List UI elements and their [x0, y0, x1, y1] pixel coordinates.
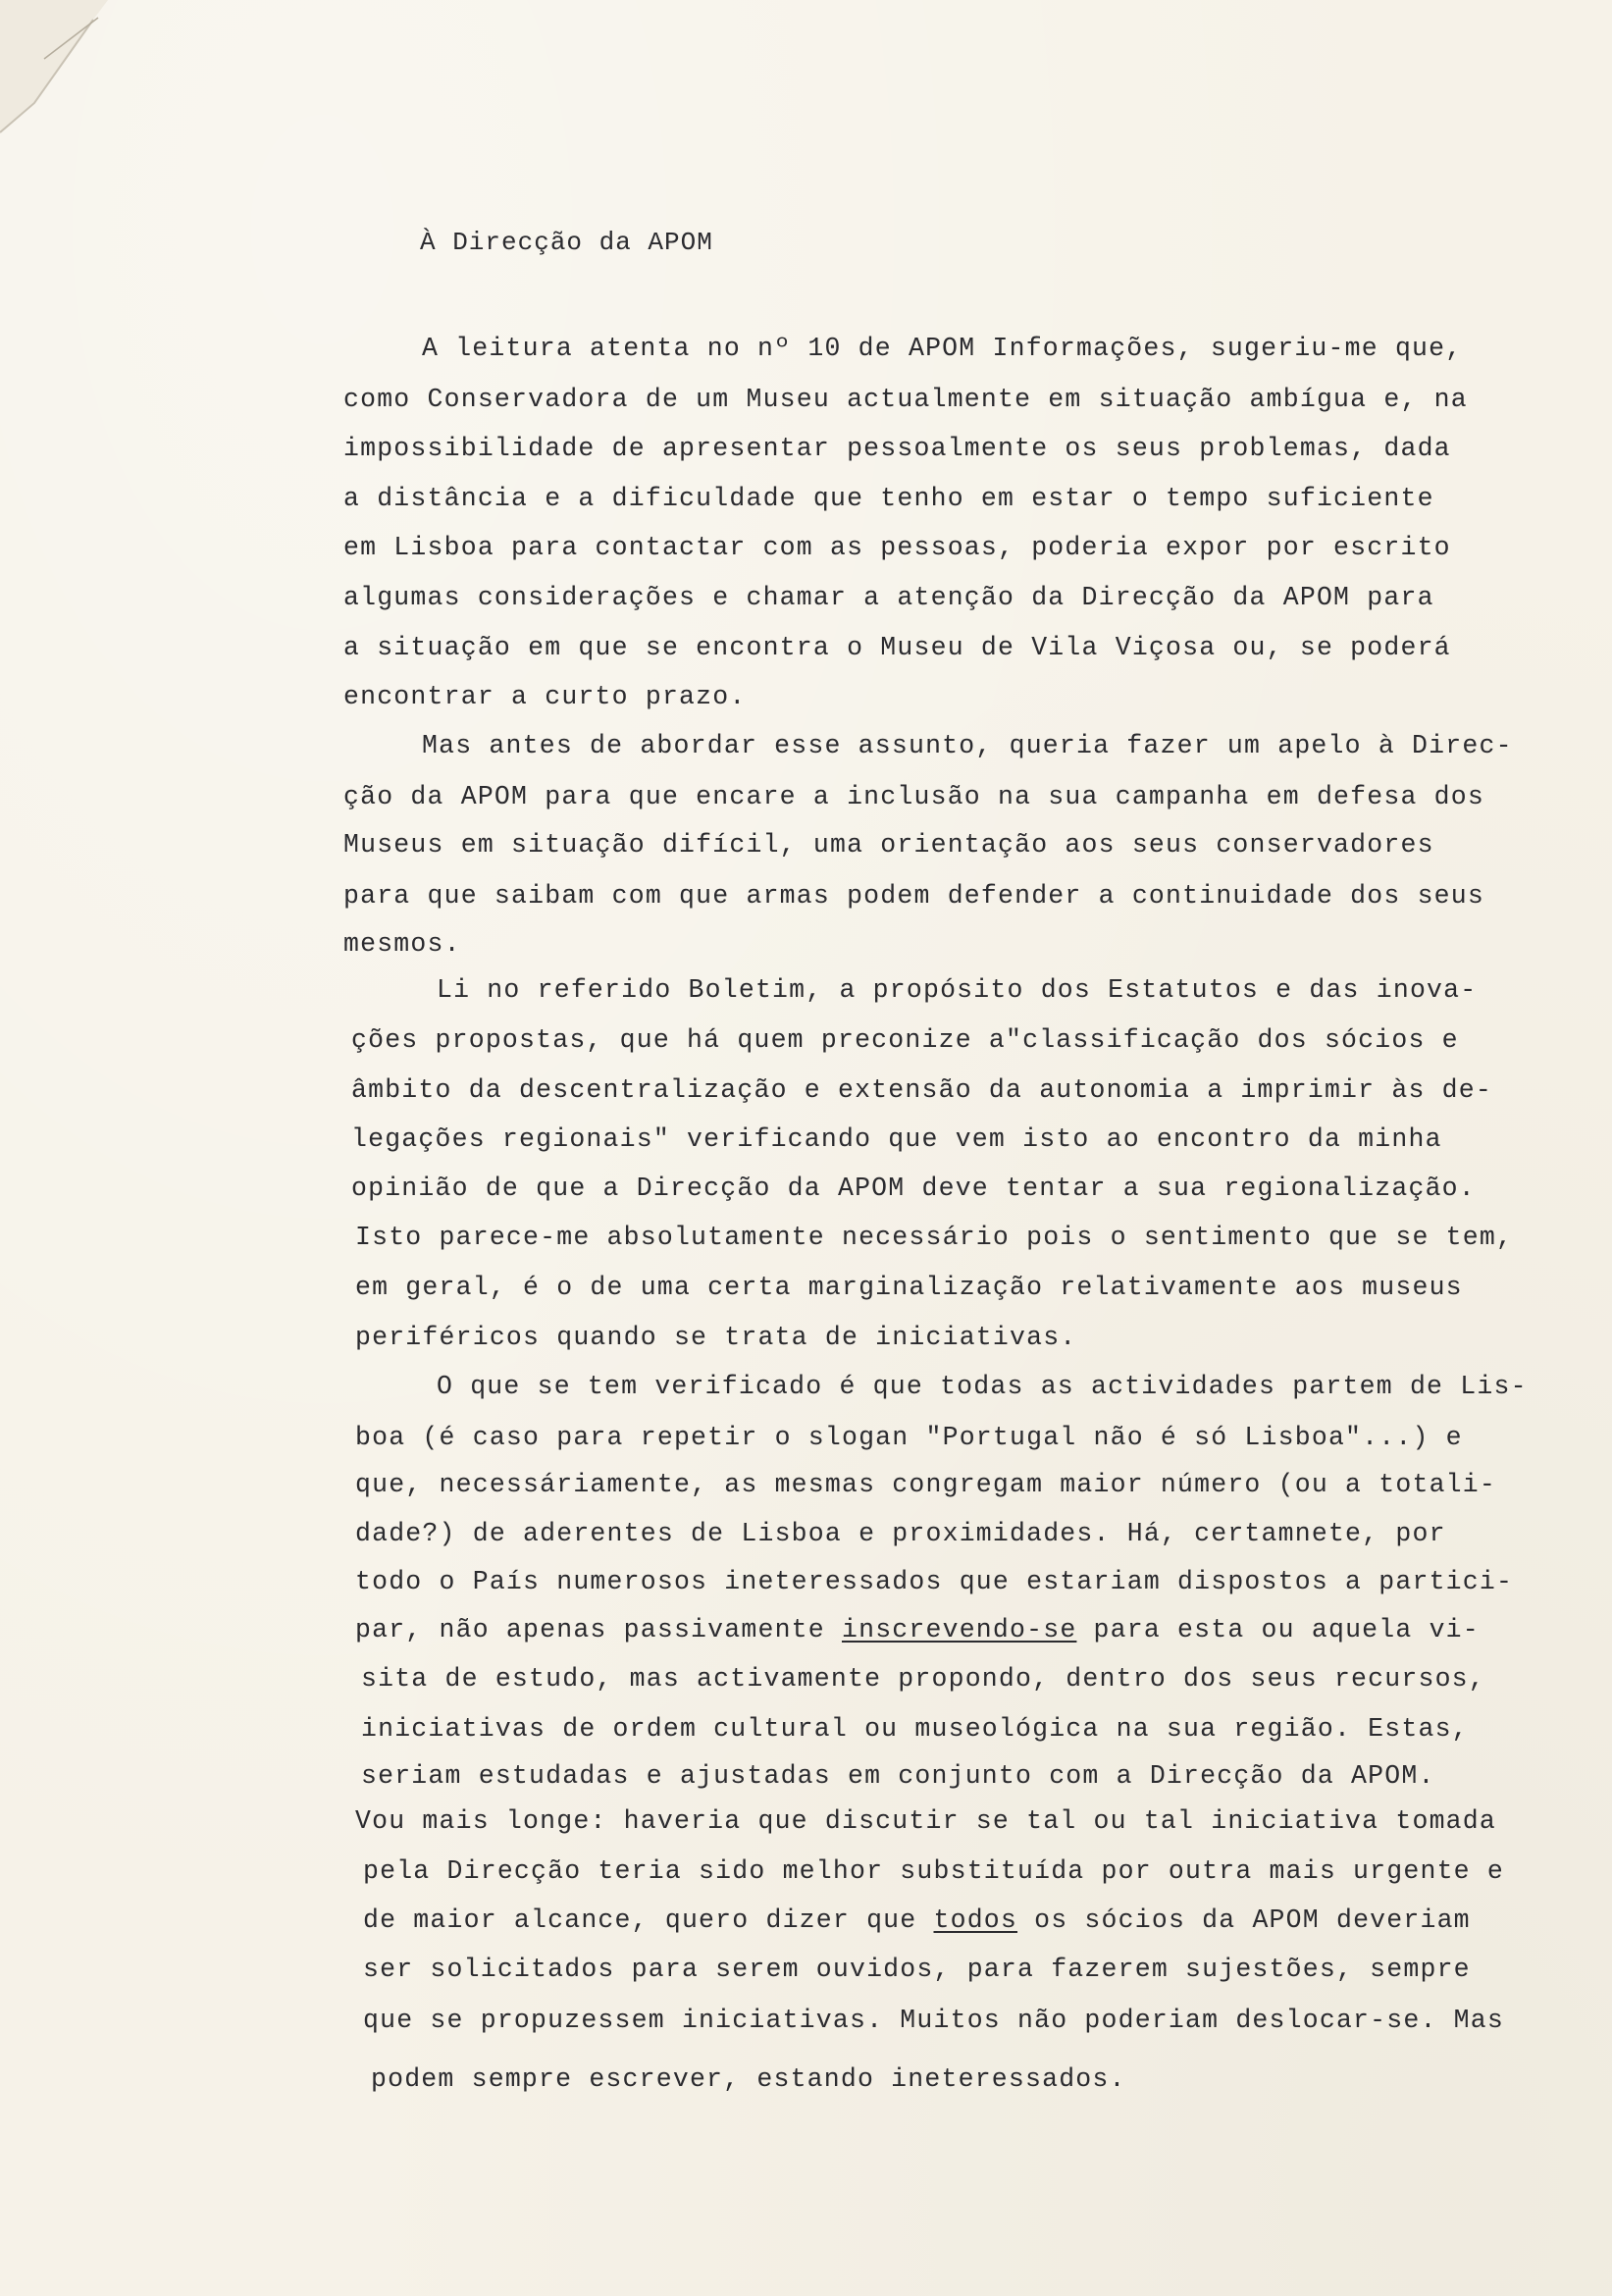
typed-line: que se propuzessem iniciativas. Muitos não poderiam deslocar-se. Mas — [363, 2006, 1504, 2035]
typed-line: em geral, é o de uma certa marginalização relativamente aos museus — [355, 1273, 1463, 1302]
underlined-word: todos — [933, 1905, 1018, 1935]
typed-line: a situação em que se encontra o Museu de Vila Viçosa ou, se poderá — [343, 633, 1451, 662]
typed-line: O que se tem verificado é que todas as actividades partem de Lis- — [437, 1372, 1528, 1401]
typed-line: de maior alcance, quero dizer que todos os sócios da APOM deveriam — [363, 1905, 1471, 1935]
typed-line: impossibilidade de apresentar pessoalmente os seus problemas, dada — [343, 434, 1451, 463]
typed-line: periféricos quando se trata de iniciativas. — [355, 1323, 1077, 1352]
typed-line: algumas considerações e chamar a atenção da Direcção da APOM para — [343, 583, 1434, 612]
underlined-word: inscrevendo-se — [841, 1615, 1077, 1644]
typed-line: ção da APOM para que encare a inclusão na sua campanha em defesa dos — [343, 782, 1484, 811]
typed-line: ser solicitados para serem ouvidos, para fazerem sujestões, sempre — [363, 1955, 1471, 1984]
typed-line: A leitura atenta no nº 10 de APOM Informações, sugeriu-me que, — [422, 334, 1463, 363]
typed-line: âmbito da descentralização e extensão da autonomia a imprimir às de- — [351, 1075, 1492, 1105]
typed-line: em Lisboa para contactar com as pessoas, poderia expor por escrito — [343, 533, 1451, 562]
typed-line: opinião de que a Direcção da APOM deve tentar a sua regionalização. — [351, 1174, 1476, 1203]
typed-line: encontrar a curto prazo. — [343, 682, 747, 711]
typed-line: iniciativas de ordem cultural ou museológica na sua região. Estas, — [361, 1714, 1469, 1744]
folded-corner-mark — [0, 0, 118, 147]
typed-line: a distância e a dificuldade que tenho em estar o tempo suficiente — [343, 484, 1434, 513]
typed-line: que, necessáriamente, as mesmas congregam maior número (ou a totali- — [355, 1470, 1496, 1499]
typed-line: legações regionais" verificando que vem isto ao encontro da minha — [351, 1124, 1442, 1154]
typed-line: mesmos. — [343, 929, 461, 959]
typed-line: Mas antes de abordar esse assunto, queria fazer um apelo à Direc- — [422, 731, 1513, 760]
typed-line: dade?) de aderentes de Lisboa e proximidades. Há, certamnete, por — [355, 1519, 1446, 1548]
typed-line: todo o País numerosos ineteressados que estariam dispostos a partici- — [355, 1567, 1514, 1596]
typed-line: pela Direcção teria sido melhor substituída por outra mais urgente e — [363, 1856, 1504, 1886]
typed-line: seriam estudadas e ajustadas em conjunto com a Direcção da APOM. — [361, 1761, 1435, 1791]
typed-line: ções propostas, que há quem preconize a"classificação dos sócios e — [351, 1025, 1459, 1055]
typed-line: boa (é caso para repetir o slogan "Portugal não é só Lisboa"...) e — [355, 1423, 1463, 1452]
typed-line: como Conservadora de um Museu actualmente em situação ambígua e, na — [343, 385, 1468, 414]
typed-line: Isto parece-me absolutamente necessário pois o sentimento que se tem, — [355, 1223, 1514, 1252]
typed-line: Museus em situação difícil, uma orientação aos seus conservadores — [343, 830, 1434, 860]
typed-line: par, não apenas passivamente inscrevendo-se para esta ou aquela vi- — [355, 1615, 1480, 1644]
typed-line: sita de estudo, mas activamente propondo, dentro dos seus recursos, — [361, 1664, 1485, 1694]
typed-line: podem sempre escrever, estando ineteressados. — [371, 2064, 1126, 2094]
letter-salutation: À Direcção da APOM — [420, 228, 713, 257]
typed-line: Li no referido Boletim, a propósito dos Estatutos e das inova- — [437, 975, 1478, 1005]
typed-line: Vou mais longe: haveria que discutir se tal ou tal iniciativa tomada — [355, 1806, 1496, 1836]
typed-line: para que saibam com que armas podem defender a continuidade dos seus — [343, 881, 1484, 911]
